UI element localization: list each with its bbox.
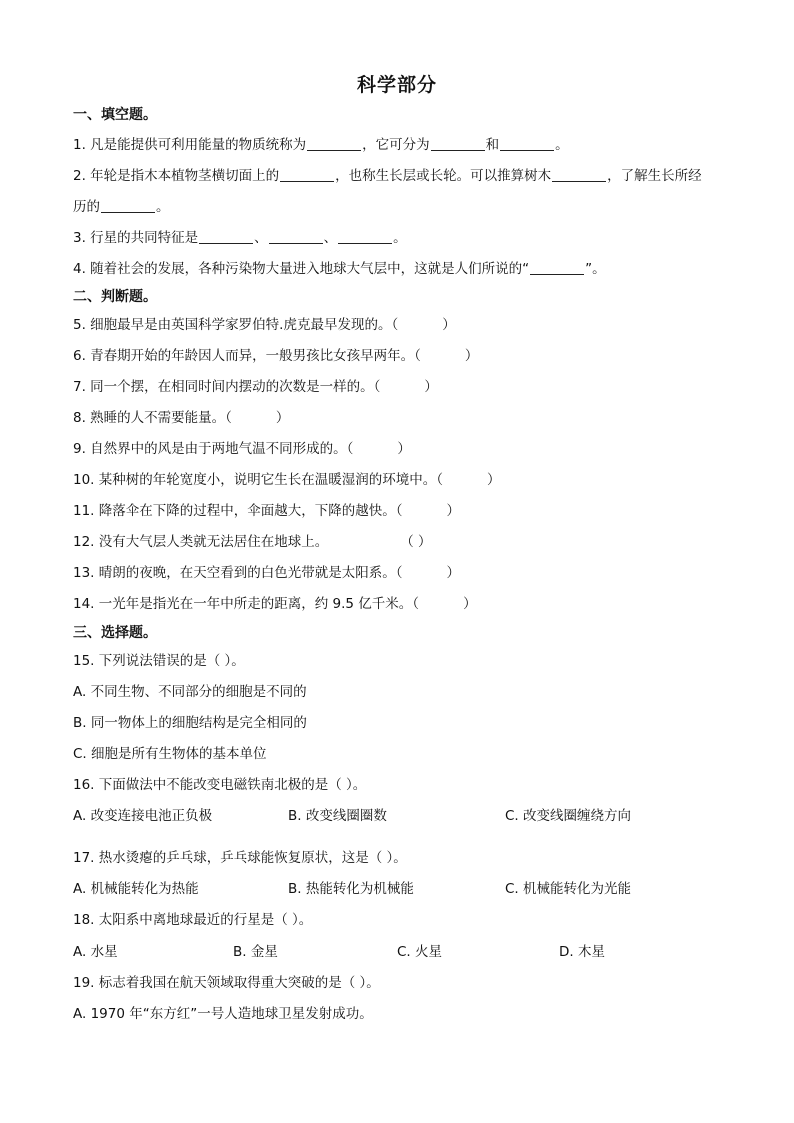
answer-blank[interactable] [500,136,554,151]
option-c[interactable]: C. 机械能转化为光能 [505,881,632,897]
judge-question: 14. 一光年是指光在一年中所走的距离，约 9.5 亿千米。（ ） [73,596,477,612]
section-heading-choice: 三、选择题。 [73,625,157,641]
answer-blank[interactable] [338,229,392,244]
answer-blank[interactable] [307,136,361,151]
question-4: 4. 随着社会的发展，各种污染物大量进入地球大气层中，这就是人们所说的“ ”。 [73,261,606,277]
answer-blank[interactable] [552,167,606,182]
option-c[interactable]: C. 火星 [397,944,443,960]
judge-question: 7. 同一个摆，在相同时间内摆动的次数是一样的。（ ） [73,379,438,395]
answer-paren[interactable]: （ ） [400,534,432,550]
section-heading-fill: 一、填空题。 [73,107,157,123]
answer-blank[interactable] [199,229,253,244]
choice-question-15: 15. 下列说法错误的是（ ）。 [73,653,245,669]
judge-question: 8. 熟睡的人不需要能量。（ ） [73,410,290,426]
answer-blank[interactable] [431,136,485,151]
choice-question-19: 19. 标志着我国在航天领域取得重大突破的是（ ）。 [73,975,380,991]
judge-question: 11. 降落伞在下降的过程中，伞面越大，下降的越快。（ ） [73,503,461,519]
judge-question: 13. 晴朗的夜晚，在天空看到的白色光带就是太阳系。（ ） [73,565,461,581]
judge-question: 5. 细胞最早是由英国科学家罗伯特.虎克最早发现的。（ ） [73,317,456,333]
option-c[interactable]: C. 改变线圈缠绕方向 [505,808,632,824]
answer-blank[interactable] [530,260,584,275]
section-heading-judge: 二、判断题。 [73,289,157,305]
answer-blank[interactable] [269,229,323,244]
option-a[interactable]: A. 不同生物、不同部分的细胞是不同的 [73,684,307,700]
option-c[interactable]: C. 细胞是所有生物体的基本单位 [73,746,267,762]
option-b[interactable]: B. 改变线圈圈数 [288,808,387,824]
question-2-cont: 历的 。 [73,199,170,215]
choice-question-16: 16. 下面做法中不能改变电磁铁南北极的是（ ）。 [73,777,367,793]
page-title: 科学部分 [356,74,437,96]
option-a[interactable]: A. 改变连接电池正负极 [73,808,213,824]
option-b[interactable]: B. 金星 [233,944,278,960]
question-2: 2. 年轮是指木本植物茎横切面上的 ，也称生长层或长轮。可以推算树木 ，了解生长所经 [73,168,702,184]
choice-question-17: 17. 热水烫瘪的乒乓球，乒乓球能恢复原状，这是（ ）。 [73,850,407,866]
question-1: 1. 凡是能提供可利用能量的物质统称为 ，它可分为 和 。 [73,137,569,153]
judge-question: 12. 没有大气层人类就无法居住在地球上。 （ ） [73,534,432,550]
answer-blank[interactable] [280,167,334,182]
choice-question-18: 18. 太阳系中离地球最近的行星是（ ）。 [73,912,313,928]
option-d[interactable]: D. 木星 [559,944,605,960]
option-b[interactable]: B. 同一物体上的细胞结构是完全相同的 [73,715,307,731]
option-a[interactable]: A. 机械能转化为热能 [73,881,199,897]
option-b[interactable]: B. 热能转化为机械能 [288,881,414,897]
option-a[interactable]: A. 水星 [73,944,118,960]
judge-question: 10. 某种树的年轮宽度小，说明它生长在温暖湿润的环境中。（ ） [73,472,501,488]
question-3: 3. 行星的共同特征是 、 、 。 [73,230,407,246]
answer-blank[interactable] [101,198,155,213]
judge-question: 6. 青春期开始的年龄因人而异，一般男孩比女孩早两年。（ ） [73,348,479,364]
option-a[interactable]: A. 1970 年“东方红”一号人造地球卫星发射成功。 [73,1006,373,1022]
judge-question: 9. 自然界中的风是由于两地气温不同形成的。（ ） [73,441,411,457]
